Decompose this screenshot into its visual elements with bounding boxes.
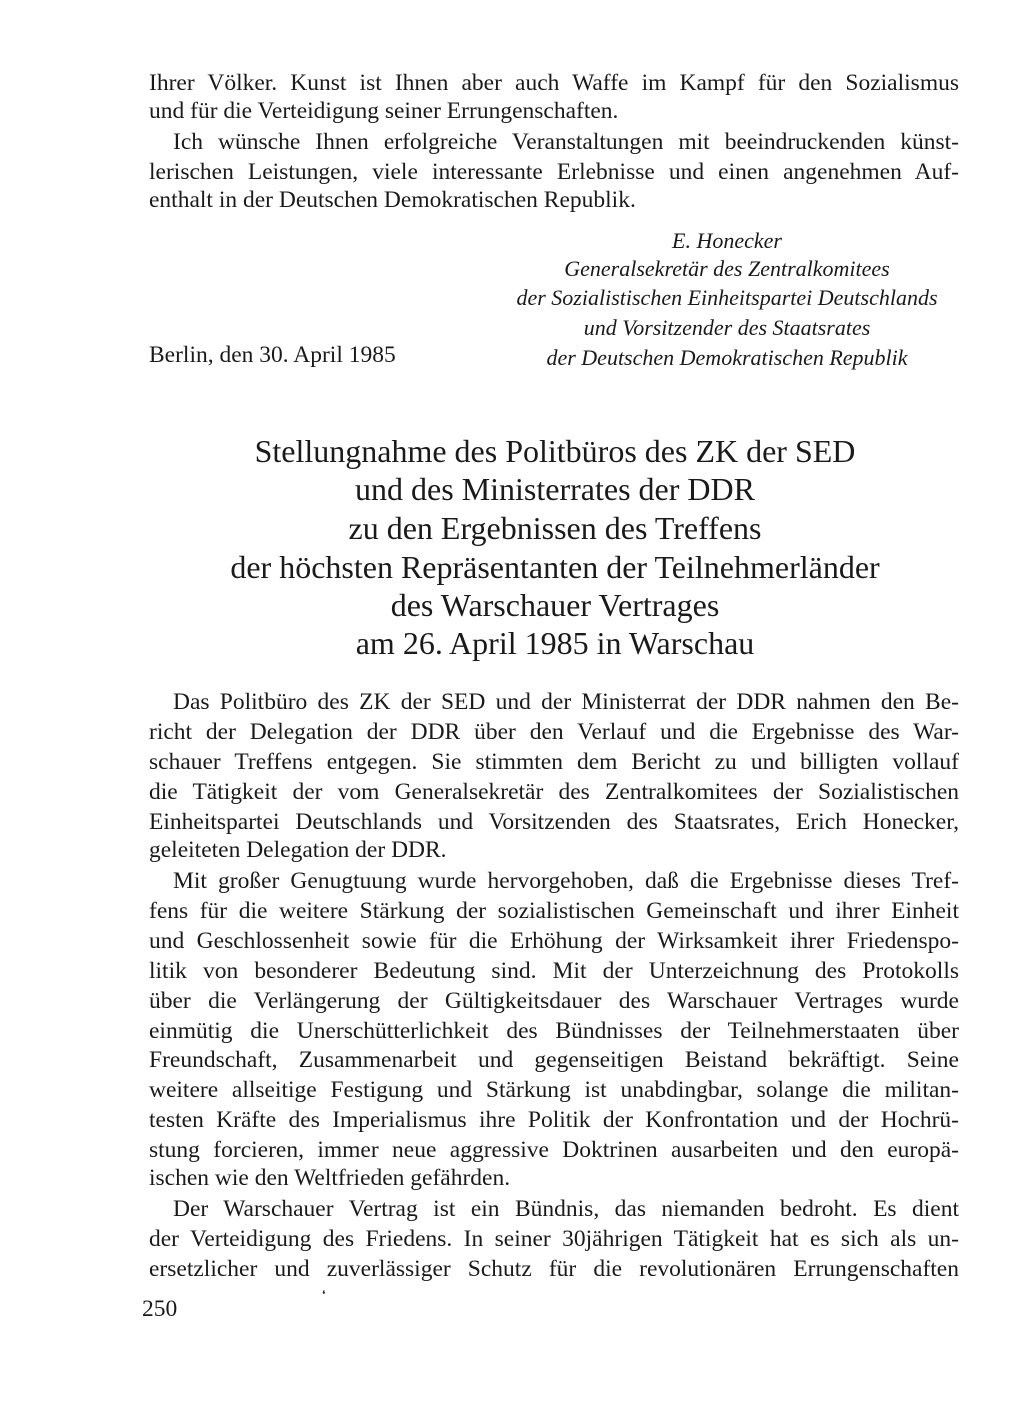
body-line: über die Verlängerung der Gültigkeitsdauer des Warschauer Vertrages wurde	[149, 988, 959, 1014]
body-line: testen Kräfte des Imperialismus ihre Politik der Konfrontation und der Hochrü-	[149, 1107, 959, 1133]
body-line: der Verteidigung des Friedens. In seiner 30jährigen Tätigkeit hat es sich als un-	[149, 1226, 959, 1252]
section-heading-line: des Warschauer Vertrages	[390, 587, 720, 623]
intro-line: Ihrer Völker. Kunst ist Ihnen aber auch Waffe im Kampf für den Sozialismus	[149, 70, 959, 96]
page-number: 250	[142, 1296, 178, 1322]
signature-title: und Vorsitzender des Staatsrates	[583, 315, 871, 340]
signature-title: der Sozialistischen Einheitspartei Deutschlands	[516, 285, 938, 310]
intro-line: Ich wünsche Ihnen erfolgreiche Veranstaltungen mit beeindruckenden künst-	[173, 129, 959, 155]
body-line: die Tätigkeit der vom Generalsekretär des Zentralkomitees der Sozialistischen	[149, 779, 959, 805]
body-line: fens für die weitere Stärkung der sozialistischen Gemeinschaft und ihrer Einheit	[149, 898, 959, 924]
section-heading-line: zu den Ergebnissen des Treffens	[348, 510, 762, 546]
intro-line: enthalt in der Deutschen Demokratischen Republik.	[149, 187, 636, 213]
body-line: ischen wie den Weltfrieden gefährden.	[149, 1165, 511, 1191]
section-heading-line: und des Ministerrates der DDR	[355, 471, 755, 507]
body-line: und Geschlossenheit sowie für die Erhöhung der Wirksamkeit ihrer Friedenspo-	[149, 928, 959, 954]
intro-line: lerischen Leistungen, viele interessante Erlebnisse und einen angenehmen Auf-	[149, 159, 959, 185]
signature-title: Generalsekretär des Zentralkomitees	[564, 256, 890, 281]
body-line: richt der Delegation der DDR über den Verlauf und die Ergebnisse des War-	[149, 719, 959, 745]
body-line: stung forcieren, immer neue aggressive Doktrinen ausarbeiten und den europä-	[149, 1137, 959, 1163]
body-line: litik von besonderer Bedeutung sind. Mit der Unterzeichnung des Protokolls	[149, 958, 959, 984]
body-line: einmütig die Unerschütterlichkeit des Bündnisses der Teilnehmerstaaten über	[149, 1018, 959, 1044]
body-line: Freundschaft, Zusammenarbeit und gegenseitigen Beistand bekräftigt. Seine	[149, 1047, 959, 1073]
body-line: schauer Treffens entgegen. Sie stimmten dem Bericht zu und billigten vollauf	[149, 749, 959, 775]
scan-speck: ❛	[322, 1289, 326, 1301]
body-line: geleiteten Delegation der DDR.	[149, 837, 447, 863]
body-line: Mit großer Genugtuung wurde hervorgehoben, daß die Ergebnisse dieses Tref-	[173, 868, 959, 894]
body-line: Der Warschauer Vertrag ist ein Bündnis, das niemanden bedroht. Es dient	[173, 1196, 959, 1222]
section-heading-line: der höchsten Repräsentanten der Teilnehmerländer	[230, 549, 880, 585]
body-line: weitere allseitige Festigung und Stärkung ist unabdingbar, solange die militan-	[149, 1077, 959, 1103]
place-date: Berlin, den 30. April 1985	[149, 342, 396, 368]
signature-title: der Deutschen Demokratischen Republik	[546, 345, 908, 370]
intro-line: und für die Verteidigung seiner Errungenschaften.	[149, 98, 619, 124]
signature-name: E. Honecker	[672, 228, 782, 253]
body-line: Einheitspartei Deutschlands und Vorsitzenden des Staatsrates, Erich Honecker,	[149, 809, 959, 835]
section-heading-line: Stellungnahme des Politbüros des ZK der SED	[254, 433, 856, 469]
section-heading-line: am 26. April 1985 in Warschau	[355, 625, 755, 661]
body-line: Das Politbüro des ZK der SED und der Ministerrat der DDR nahmen den Be-	[173, 689, 959, 715]
body-line: ersetzlicher und zuverlässiger Schutz für die revolutionären Errungenschaften	[149, 1256, 959, 1282]
